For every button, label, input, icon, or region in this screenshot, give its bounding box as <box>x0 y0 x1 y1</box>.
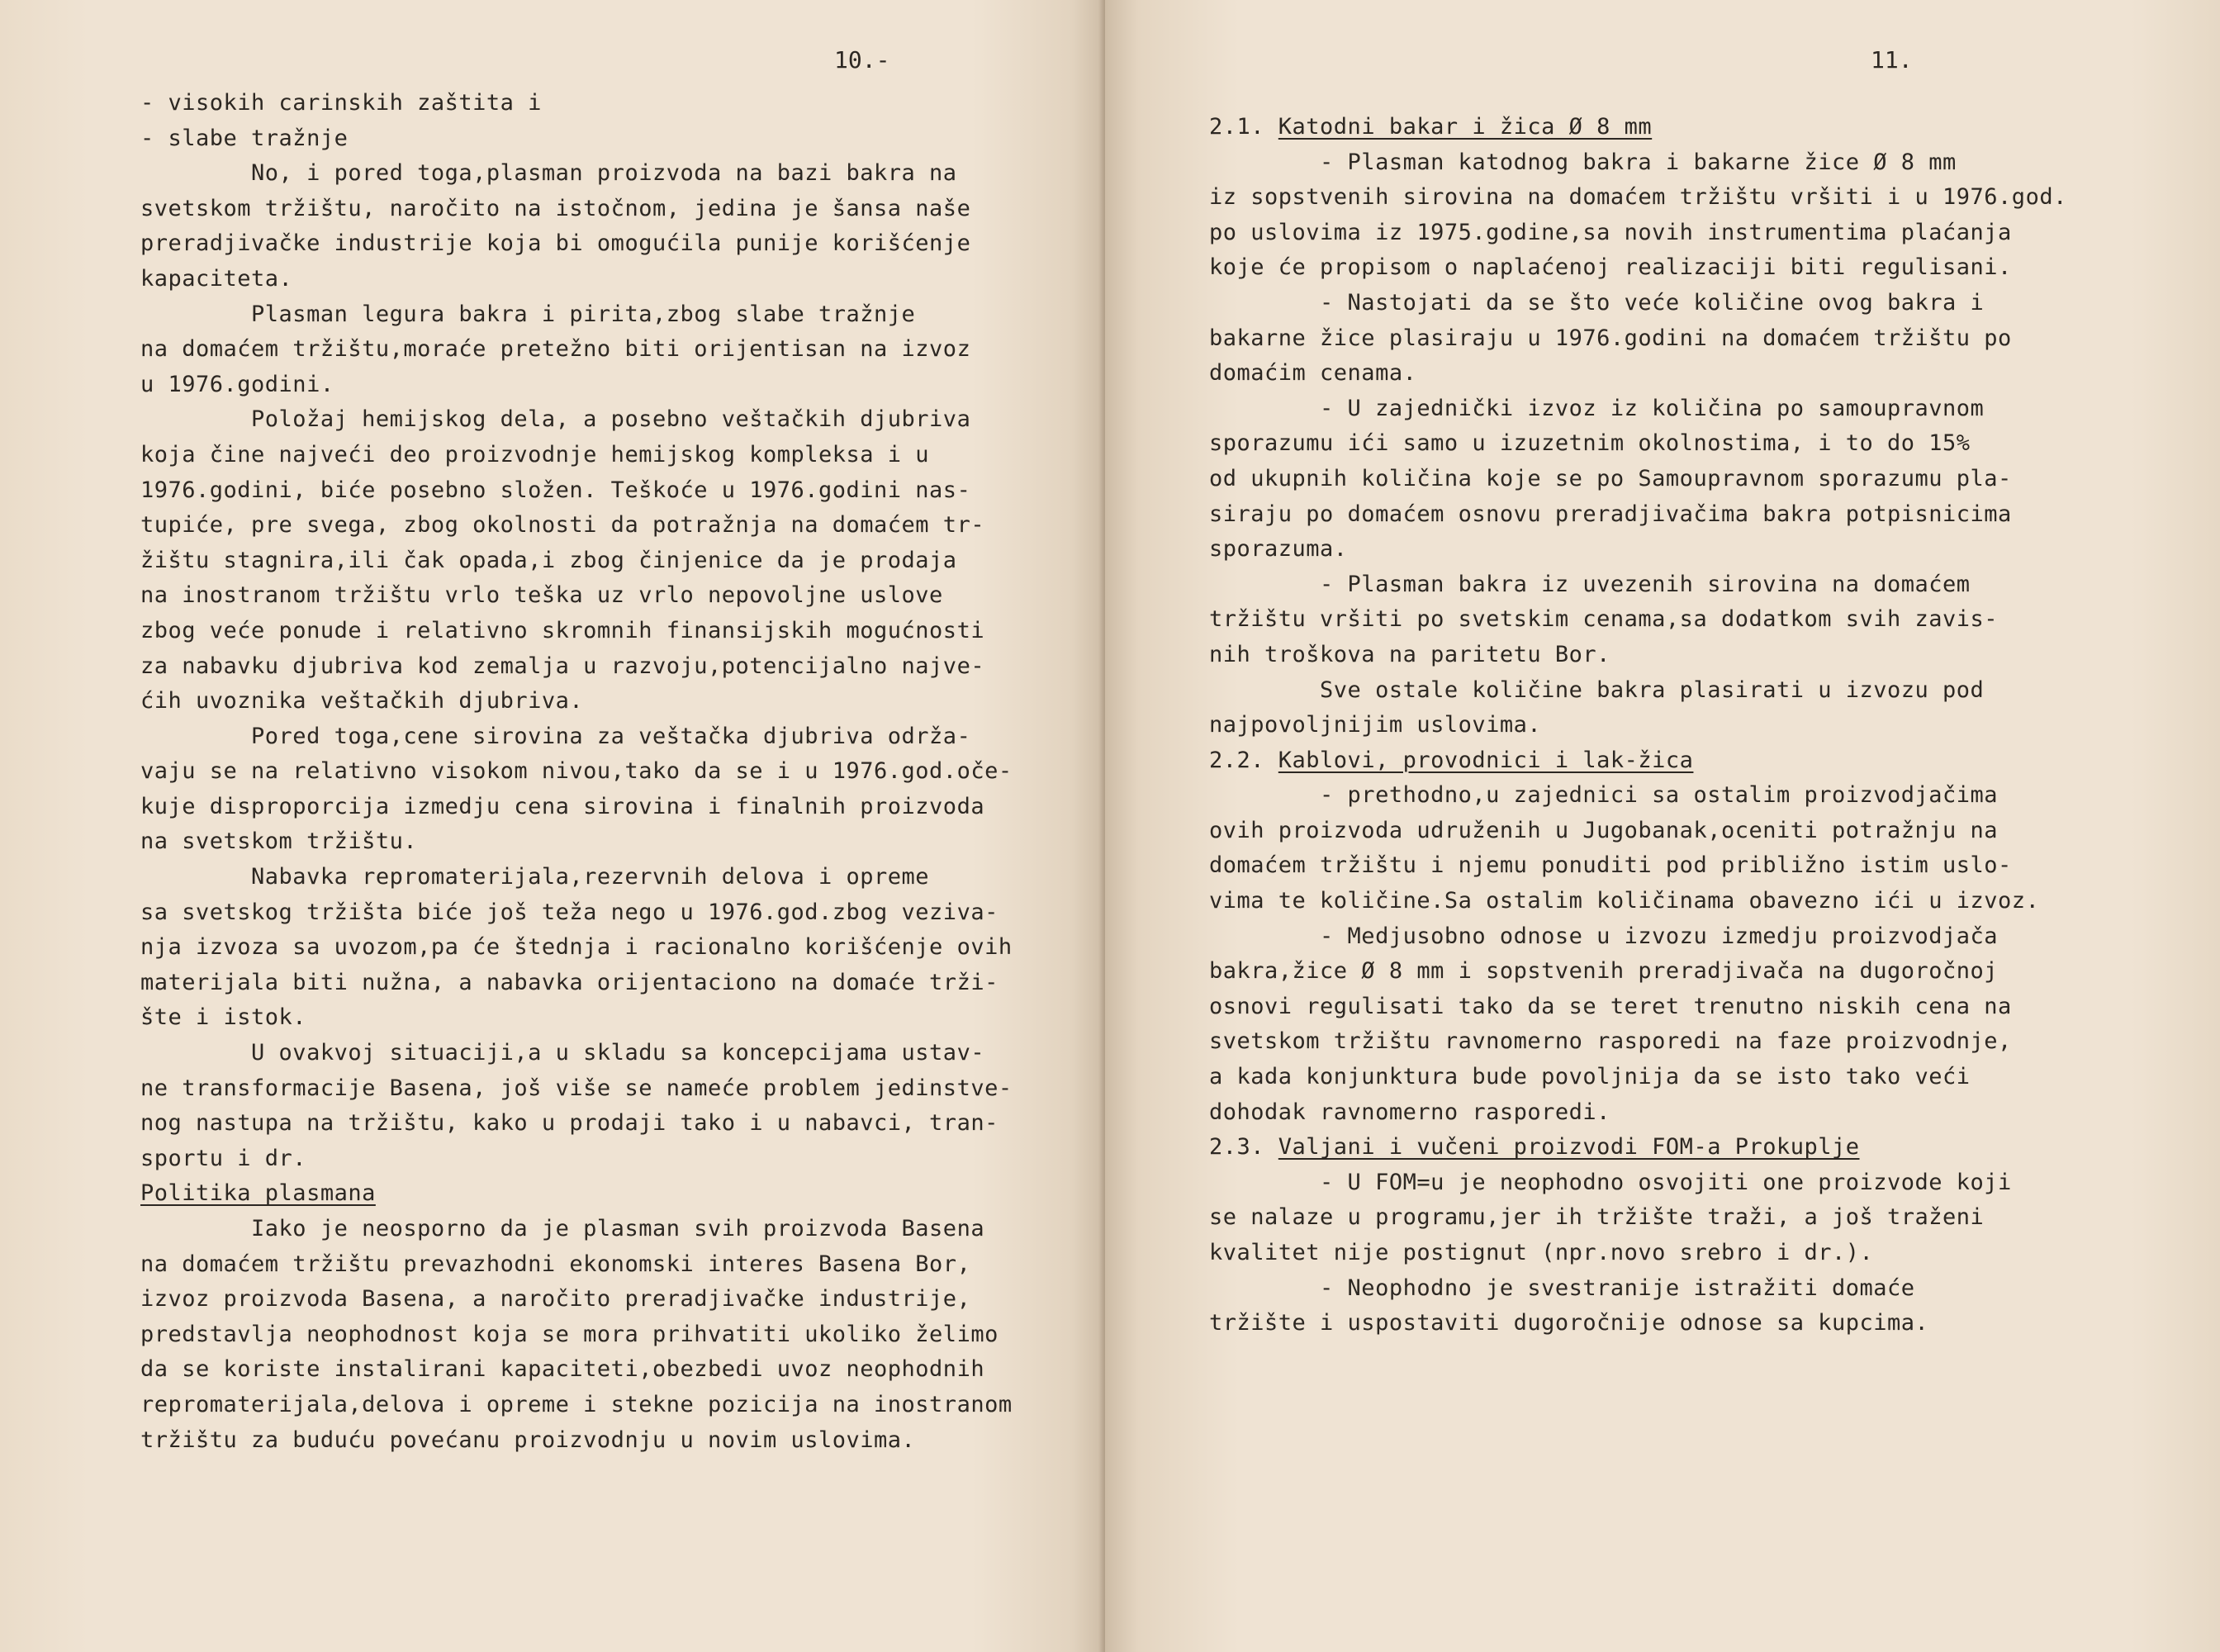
line-text: U ovakvoj situaciji,a u skladu sa koncepcijama ustav- <box>140 1040 985 1066</box>
text-line <box>1209 708 2067 743</box>
text-line <box>140 402 1013 438</box>
section-heading <box>1209 743 2067 779</box>
text-line <box>1209 638 2067 673</box>
line-text: iz sopstvenih sirovina na domaćem tržištu vršiti i u 1976.god. <box>1209 184 2067 211</box>
line-text: Nabavka repromaterijala,rezervnih delova i opreme <box>140 864 930 890</box>
text-line <box>140 860 1013 895</box>
section-title: Valjani i vučeni proizvodi FOM-a Prokuplje <box>1278 1134 1860 1161</box>
line-text: Pored toga,cene sirovina za veštačka djubriva održa- <box>140 723 971 749</box>
section-heading <box>1209 1130 2067 1165</box>
section-heading <box>140 1176 1013 1212</box>
line-text: tržištu za buduću povećanu proizvodnju u novim uslovima. <box>140 1427 916 1453</box>
line-text: domaćem tržištu i njemu ponuditi pod približno istim uslo- <box>1209 852 2012 879</box>
line-text: tupiće, pre svega, zbog okolnosti da potražnja na domaćem tr- <box>140 512 985 539</box>
line-text: tržište i uspostaviti dugoročnije odnose sa kupcima. <box>1209 1310 1929 1336</box>
text-line <box>1209 321 2067 357</box>
text-line <box>1209 1024 2067 1060</box>
text-line <box>1209 1165 2067 1201</box>
text-line <box>140 614 1013 649</box>
line-text: Iako je neosporno da je plasman svih proizvoda Basena <box>140 1216 985 1241</box>
text-line <box>140 1212 1013 1247</box>
line-text: sporazumu ići samo u izuzetnim okolnostima, i to do 15% <box>1209 430 1971 457</box>
line-text: bakra,žice Ø 8 mm i sopstvenih preradjivača na dugoročnoj <box>1209 958 1999 985</box>
line-text: kvalitet nije postignut (npr.novo srebro i dr.). <box>1209 1240 1874 1265</box>
text-line <box>140 790 1013 825</box>
text-line <box>140 1352 1013 1388</box>
text-line <box>140 192 1013 227</box>
line-text: najpovoljnijim uslovima. <box>1209 712 1542 738</box>
line-text: šte i istok. <box>140 1004 307 1031</box>
section-title: Katodni bakar i žica Ø 8 mm <box>1278 114 1653 140</box>
line-text: žištu stagnira,ili čak opada,i zbog činjenice da je prodaja <box>140 547 957 573</box>
section-number: 2.2. <box>1209 747 1278 773</box>
text-line <box>1209 814 2067 849</box>
text-line <box>140 1071 1013 1107</box>
text-line <box>140 473 1013 509</box>
line-text: sa svetskog tržišta biće još teža nego u 1976.god.zbog veziva- <box>140 899 999 925</box>
right-page-text <box>1209 110 2067 1341</box>
text-line <box>1209 462 2067 497</box>
line-text: - Nastojati da se što veće količine ovog bakra i <box>1209 289 1985 316</box>
line-text: se nalaze u programu,jer ih tržište traži, a još traženi <box>1209 1204 1985 1231</box>
line-text: u 1976.godini. <box>140 371 334 397</box>
text-line <box>1209 848 2067 884</box>
text-line <box>1209 990 2067 1025</box>
text-line <box>1209 1200 2067 1236</box>
line-text: na domaćem tržištu,moraće pretežno biti orijentisan na izvoz <box>140 336 971 363</box>
line-text: repromaterijala,delova i opreme i stekne pozicija na inostranom <box>140 1391 1013 1417</box>
text-line <box>140 684 1013 719</box>
text-line <box>1209 426 2067 462</box>
text-line <box>140 332 1013 368</box>
text-line <box>1209 497 2067 533</box>
line-text: koja čine najveći deo proizvodnje hemijskog kompleksa i u <box>140 441 930 468</box>
line-text: 1976.godini, biće posebno složen. Teškoće u 1976.godini nas- <box>140 477 971 503</box>
text-line <box>1209 145 2067 181</box>
section-title: Politika plasmana <box>140 1180 376 1207</box>
right-page <box>1105 0 2220 1652</box>
line-text: svetskom tržištu ravnomerno rasporedi na faze proizvodnje, <box>1209 1028 2012 1055</box>
text-line <box>1209 1095 2067 1131</box>
text-line <box>1209 1060 2067 1095</box>
line-text: na svetskom tržištu. <box>140 828 418 855</box>
line-text: vaju se na relativno visokom nivou,tako da se i u 1976.god.oče- <box>140 758 1013 785</box>
line-text: tržištu vršiti po svetskim cenama,sa dodatkom svih zavis- <box>1209 606 1999 633</box>
line-text: preradjivačke industrije koja bi omogućila punije korišćenje <box>140 230 971 257</box>
left-page-text <box>140 86 1013 1458</box>
line-text: vima te količine.Sa ostalim količinama obavezno ići u izvoz. <box>1209 888 2040 914</box>
line-text: - Neophodno je svestranije istražiti domaće <box>1209 1275 1915 1301</box>
text-line <box>140 1142 1013 1177</box>
line-text: predstavlja neophodnost koja se mora prihvatiti ukoliko želimo <box>140 1321 999 1347</box>
line-text: nja izvoza sa uvozom,pa će štednja i racionalno korišćenje ovih <box>140 934 1013 961</box>
line-text: - Plasman bakra iz uvezenih sirovina na domaćem <box>1209 571 1971 597</box>
line-text: da se koriste instalirani kapaciteti,obezbedi uvoz neophodnih <box>140 1356 985 1383</box>
text-line <box>1209 884 2067 919</box>
page-number: 10.- <box>834 46 890 74</box>
text-line <box>140 1423 1013 1459</box>
text-line <box>1209 1271 2067 1307</box>
line-text: na inostranom tržištu vrlo teška uz vrlo nepovoljne uslove <box>140 582 943 609</box>
text-line <box>140 438 1013 473</box>
line-text: ćih uvoznika veštačkih djubriva. <box>140 688 584 714</box>
text-line <box>1209 1306 2067 1341</box>
line-text: ne transformacije Basena, još više se nameće problem jedinstve- <box>140 1075 1013 1101</box>
text-line <box>1209 216 2067 251</box>
line-text: ovih proizvoda udruženih u Jugobanak,oceniti potražnju na <box>1209 817 1999 843</box>
line-text: materijala biti nužna, a nabavka orijentaciono na domaće trži- <box>140 969 999 995</box>
text-line <box>1209 919 2067 955</box>
section-number: 2.1. <box>1209 114 1278 140</box>
line-text: sporazuma. <box>1209 536 1348 563</box>
line-text: - U zajednički izvoz iz količina po samoupravnom <box>1209 395 1985 421</box>
line-text: zbog veće ponude i relativno skromnih finansijskih mogućnosti <box>140 617 985 643</box>
text-line <box>140 824 1013 860</box>
line-text: izvoz proizvoda Basena, a naročito preradjivačke industrije, <box>140 1286 971 1313</box>
line-text: od ukupnih količina koje se po Samoupravnom sporazumu pla- <box>1209 465 2012 491</box>
line-text: Sve ostale količine bakra plasirati u izvozu pod <box>1209 676 1985 703</box>
text-line <box>1209 180 2067 216</box>
line-text: domaćim cenama. <box>1209 360 1417 387</box>
text-line <box>1209 778 2067 814</box>
line-text: na domaćem tržištu prevazhodni ekonomski interes Basena Bor, <box>140 1251 971 1277</box>
line-text: po uslovima iz 1975.godine,sa novih instrumentima plaćanja <box>1209 219 2012 245</box>
text-line <box>140 754 1013 790</box>
page-number: 11. <box>1871 46 1913 74</box>
section-heading <box>1209 110 2067 145</box>
line-text: siraju po domaćem osnovu preradjivačima bakra potpisnicima <box>1209 501 2012 527</box>
line-text: Plasman legura bakra i pirita,zbog slabe tražnje <box>140 301 916 327</box>
text-line <box>1209 673 2067 709</box>
text-line <box>140 1000 1013 1036</box>
line-text: dohodak ravnomerno rasporedi. <box>1209 1099 1610 1125</box>
text-line <box>1209 356 2067 392</box>
text-line <box>140 1036 1013 1071</box>
line-text: bakarne žice plasiraju u 1976.godini na domaćem tržištu po <box>1209 325 2012 351</box>
line-text: koje će propisom o naplaćenoj realizaciji biti regulisani. <box>1209 254 2012 281</box>
line-text: - Plasman katodnog bakra i bakarne žice Ø 8 mm <box>1209 149 1957 175</box>
text-line <box>140 966 1013 1001</box>
line-text: osnovi regulisati tako da se teret trenutno niskih cena na <box>1209 993 2012 1019</box>
text-line <box>140 1247 1013 1283</box>
section-title: Kablovi, provodnici i lak-žica <box>1278 747 1694 773</box>
text-line <box>1209 567 2067 603</box>
section-number: 2.3. <box>1209 1134 1278 1161</box>
text-line <box>140 544 1013 579</box>
line-text: a kada konjunktura bude povoljnija da se isto tako veći <box>1209 1064 1971 1090</box>
line-text: - visokih carinskih zaštita i <box>140 90 542 116</box>
line-text: Položaj hemijskog dela, a posebno veštačkih djubriva <box>140 406 971 433</box>
text-line <box>140 719 1013 755</box>
line-text: - Medjusobno odnose u izvozu izmedju proizvodjača <box>1209 923 1999 949</box>
text-line <box>140 226 1013 262</box>
left-page <box>0 0 1105 1652</box>
line-text: - U FOM=u je neophodno osvojiti one proizvode koji <box>1209 1169 2012 1195</box>
line-text: nog nastupa na tržištu, kako u prodaji tako i u nabavci, tran- <box>140 1110 999 1137</box>
text-line <box>140 297 1013 333</box>
line-text: za nabavku djubriva kod zemalja u razvoju,potencijalno najve- <box>140 653 985 679</box>
text-line <box>140 508 1013 544</box>
text-line <box>1209 1236 2067 1271</box>
text-line <box>1209 602 2067 638</box>
text-line <box>140 930 1013 966</box>
text-line <box>140 649 1013 685</box>
text-line <box>140 578 1013 614</box>
text-line <box>140 1317 1013 1353</box>
text-line <box>140 86 1013 121</box>
text-line <box>140 262 1013 297</box>
text-line <box>140 1388 1013 1423</box>
text-line <box>140 121 1013 157</box>
text-line <box>1209 392 2067 427</box>
line-text: - prethodno,u zajednici sa ostalim proizvodjačima <box>1209 782 1999 809</box>
text-line <box>140 895 1013 931</box>
text-line <box>1209 532 2067 567</box>
line-text: kuje disproporcija izmedju cena sirovina i finalnih proizvoda <box>140 793 985 819</box>
line-text: svetskom tržištu, naročito na istočnom, jedina je šansa naše <box>140 195 971 221</box>
text-line <box>140 156 1013 192</box>
text-line <box>1209 954 2067 990</box>
text-line <box>140 368 1013 403</box>
line-text: sportu i dr. <box>140 1145 307 1171</box>
text-line <box>140 1106 1013 1142</box>
line-text: kapaciteta. <box>140 265 293 292</box>
text-line <box>1209 286 2067 321</box>
text-line <box>1209 250 2067 286</box>
text-line <box>140 1282 1013 1317</box>
line-text: No, i pored toga,plasman proizvoda na bazi bakra na <box>140 160 957 187</box>
line-text: nih troškova na paritetu Bor. <box>1209 641 1610 667</box>
line-text: - slabe tražnje <box>140 125 349 151</box>
